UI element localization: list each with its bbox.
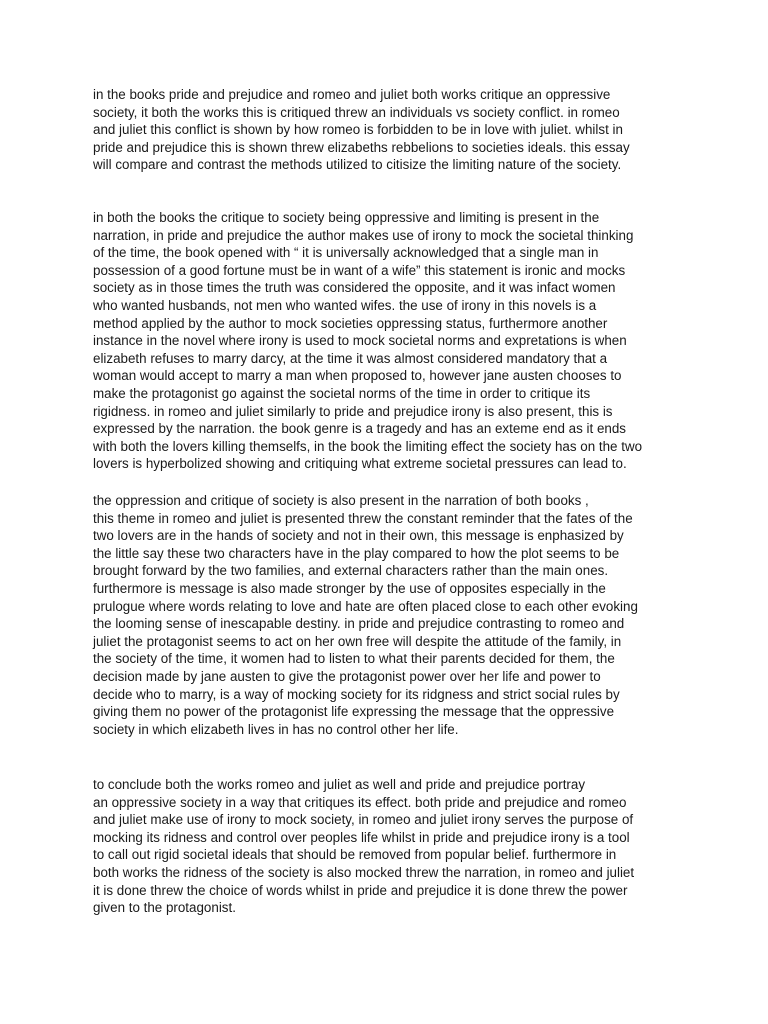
paragraph-body-narration: the oppression and critique of society is also present in the narration of both books , this theme in romeo and juliet is presented threw the constant reminder that the fates of the two lovers are in the hands of society and not in their own, this message is enphasized by the little say these two characters have in the play compared to how the plot seems to be brought forward by the two families, and external characters rather than the main ones. furthermore is message is also made stronger by the use of opposites especially in the prulogue where words relating to love and hate are often placed close to each other evoking the looming sense of inescapable destiny. in pride and prejudice contrasting to romeo and juliet the protagonist seems to act on her own free will despite the attitude of the family, in the society of the time, it women had to listen to what their parents decided for them, the decision made by jane austen to give the protagonist power over her life and power to decide who to marry, is a way of mocking society for its ridgness and strict social rules by giving them no power of the protagonist life expressing the message that the oppressive society in which elizabeth lives in has no control other her life. <box>93 493 638 737</box>
paragraph-body-irony: in both the books the critique to society being oppressive and limiting is present in the narration, in pride and prejudice the author makes use of irony to mock the societal thinking of the time, the book opened with “ it is universally acknowledged that a single man in possession of a good fortune must be in want of a wife” this statement is ironic and mocks society as in those times the truth was considered the opposite, and it was infact women who wanted husbands, not men who wanted wifes. the use of irony in this novels is a method applied by the author to mock societies oppressing status, furthermore another instance in the novel where irony is used to mock societal norms and expretations is when elizabeth refuses to marry darcy, at the time it was almost considered mandatory that a woman would accept to marry a man when proposed to, however jane austen chooses to make the protagonist go against the societal norms of the time in order to critique its rigidness. in romeo and juliet similarly to pride and prejudice irony is also present, this is expressed by the narration. the book genre is a tragedy and has an exteme end as it ends with both the lovers killing themselfs, in the book the limiting effect the society has on the two lovers is hyperbolized showing and critiquing what extreme societal pressures can lead to. <box>93 210 643 472</box>
paragraph-introduction: in the books pride and prejudice and romeo and juliet both works critique an oppressive society, it both the works this is critiqued threw an individuals vs society conflict. in romeo and juliet this conflict is shown by how romeo is forbidden to be in love with juliet. whilst in pride and prejudice this is shown threw elizabeths rebbelions to societies ideals. this essay will compare and contrast the methods utilized to citisize the limiting nature of the society. <box>93 87 630 173</box>
paragraph-conclusion: to conclude both the works romeo and juliet as well and pride and prejudice portray an oppressive society in a way that critiques its effect. both pride and prejudice and romeo and juliet make use of irony to mock society, in romeo and juliet irony serves the purpose of mocking its ridness and control over peoples life whilst in pride and prejudice irony is a tool to call out rigid societal ideals that should be removed from popular belief. furthermore in both works the ridness of the society is also mocked threw the narration, in romeo and juliet it is done threw the choice of words whilst in pride and prejudice it is done threw the power given to the protagonist. <box>93 777 635 916</box>
